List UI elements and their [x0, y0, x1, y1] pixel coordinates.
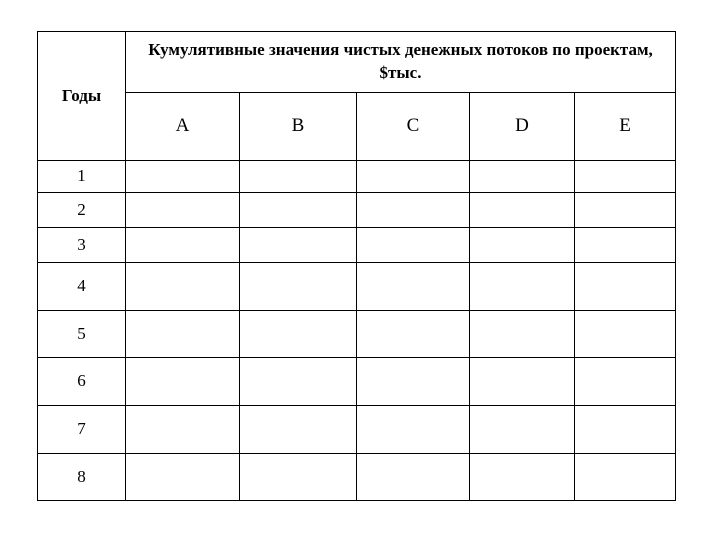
table-row	[38, 358, 676, 406]
value-cell	[126, 228, 240, 263]
value-cell	[357, 263, 470, 311]
year-cell: 5	[38, 311, 126, 358]
cumulative-cashflow-table	[37, 31, 676, 501]
value-cell	[240, 228, 357, 263]
value-cell	[357, 311, 470, 358]
value-cell	[357, 193, 470, 228]
value-cell	[240, 161, 357, 193]
value-cell	[575, 228, 676, 263]
table-row	[38, 161, 676, 193]
value-cell	[575, 406, 676, 454]
project-header-e: E	[575, 93, 676, 161]
value-cell	[357, 228, 470, 263]
year-cell: 1	[38, 161, 126, 193]
value-cell	[575, 193, 676, 228]
value-cell	[575, 454, 676, 501]
value-cell	[575, 263, 676, 311]
value-cell	[470, 161, 575, 193]
value-cell	[126, 358, 240, 406]
value-cell	[470, 311, 575, 358]
value-cell	[470, 358, 575, 406]
value-cell	[357, 161, 470, 193]
value-cell	[575, 358, 676, 406]
project-header-d: D	[470, 93, 575, 161]
year-cell: 7	[38, 406, 126, 454]
value-cell	[575, 311, 676, 358]
value-cell	[126, 263, 240, 311]
value-cell	[126, 406, 240, 454]
header-row-top	[38, 32, 676, 93]
project-header-b: B	[240, 93, 357, 161]
year-cell: 3	[38, 228, 126, 263]
cashflow-table-container	[37, 31, 676, 501]
value-cell	[240, 311, 357, 358]
year-cell: 2	[38, 193, 126, 228]
table-row	[38, 406, 676, 454]
year-cell: 8	[38, 454, 126, 501]
value-cell	[470, 406, 575, 454]
value-cell	[240, 193, 357, 228]
project-header-a: A	[126, 93, 240, 161]
cumulative-cashflow-header: Кумулятивные значения чистых денежных потоков по проектам, $тыс.	[126, 32, 676, 93]
table-row	[38, 228, 676, 263]
value-cell	[126, 161, 240, 193]
value-cell	[470, 228, 575, 263]
value-cell	[240, 263, 357, 311]
year-cell: 6	[38, 358, 126, 406]
value-cell	[126, 193, 240, 228]
value-cell	[357, 406, 470, 454]
value-cell	[357, 358, 470, 406]
value-cell	[575, 161, 676, 193]
years-column-header: Годы	[38, 32, 126, 161]
value-cell	[126, 311, 240, 358]
value-cell	[126, 454, 240, 501]
table-row	[38, 193, 676, 228]
header-row-projects	[38, 93, 676, 161]
value-cell	[470, 454, 575, 501]
table-row	[38, 454, 676, 501]
year-cell: 4	[38, 263, 126, 311]
value-cell	[240, 358, 357, 406]
value-cell	[470, 193, 575, 228]
value-cell	[240, 406, 357, 454]
table-row	[38, 263, 676, 311]
value-cell	[470, 263, 575, 311]
value-cell	[240, 454, 357, 501]
table-row	[38, 311, 676, 358]
project-header-c: C	[357, 93, 470, 161]
value-cell	[357, 454, 470, 501]
